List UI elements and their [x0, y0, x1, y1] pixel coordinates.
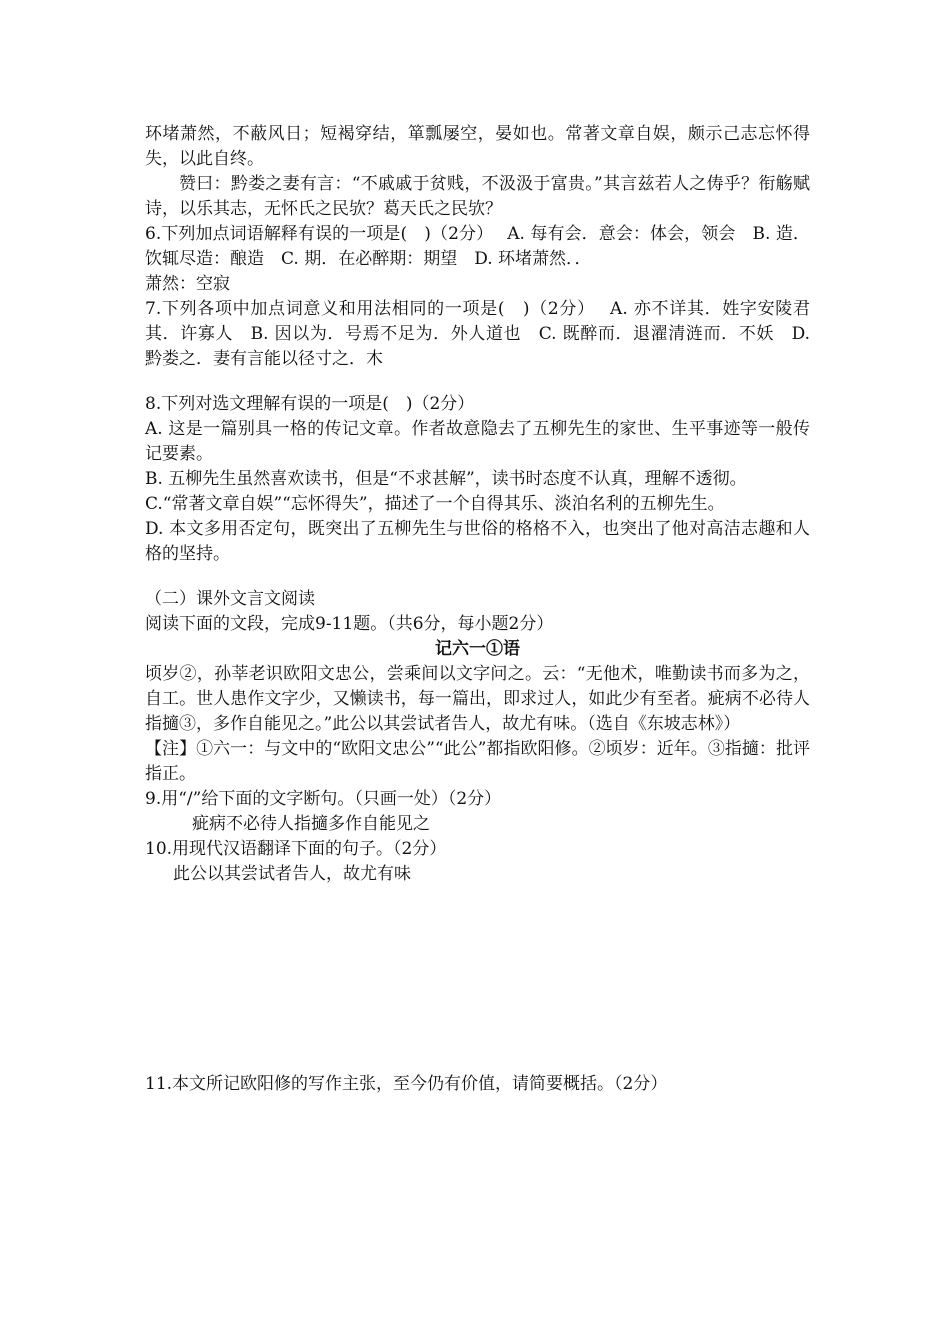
question-9-stem: 9.用“/”给下面的文字断句。（只画一处）（2分） — [145, 789, 502, 809]
question-8-option-b: B. 五柳先生虽然喜欢读书，但是“不求甚解”，读书时态度不认真，理解不透彻。 — [145, 469, 747, 489]
question-10-stem: 10.用现代汉语翻译下面的句子。（2分） — [145, 839, 447, 859]
question-8-option-d: D. 本文多用否定句，既突出了五柳先生与世俗的格格不入，也突出了他对高洁志趣和人格的坚持。 — [145, 519, 810, 564]
question-11-stem: 11.本文所记欧阳修的写作主张，至今仍有价值，请简要概括。（2分） — [145, 1074, 668, 1094]
question-7: 7.下列各项中加点词意义和用法相同的一项是( )（2分） A. 亦不详其．姓字安陵君其．许寡人 B. 因以为．号焉不足为．外人道也 C. 既醉而．退濯清涟而．不妖 D. 黔娄之．妻有言能以径寸之．木 — [145, 299, 810, 369]
question-6: 6.下列加点词语解释有误的一项是( )（2分） A. 每有会．意会：体会，领会 B. 造．饮辄尽造：酿造 C. 期．在必醉期：期望 D. 环堵萧然．． — [145, 224, 810, 269]
passage-note: 【注】①六一：与文中的“欧阳文忠公”“此公”都指欧阳修。②顷岁：近年。③指擿：批评指正。 — [145, 739, 810, 784]
passage-body: 顷岁②，孙莘老识欧阳文忠公，尝乘间以文字问之。云：“无他术，唯勤读书而多为之，自工。世人患作文字少，又懒读书，每一篇出，即求过人，如此少有至者。疵病不必待人指擿③，多作自能见之。”此公以其尝试者告人，故尤有味。（选自《东坡志林》） — [145, 664, 810, 734]
section-instruction: 阅读下面的文段，完成9-11题。（共6分，每小题2分） — [145, 614, 554, 634]
question-6-tail: 萧然：空寂 — [145, 274, 230, 294]
passage-title: 记六一①语 — [435, 639, 520, 659]
question-9-text: 疵病不必待人指擿多作自能见之 — [192, 814, 430, 834]
question-10-text: 此公以其尝试者告人，故尤有味 — [173, 864, 411, 884]
passage-paragraph: 环堵萧然，不蔽风日；短褐穿结，箪瓢屡空，晏如也。常著文章自娱，颇示己志忘怀得失，以此自终。 — [145, 124, 810, 169]
spacer — [145, 372, 810, 392]
question-8-option-c: C.“常著文章自娱”“忘怀得失”，描述了一个自得其乐、淡泊名利的五柳先生。 — [145, 494, 725, 514]
passage-zan: 赞曰：黔娄之妻有言：“不戚戚于贫贱，不汲汲于富贵。”其言兹若人之俦乎？衔觞赋诗，以乐其志，无怀氏之民欤？葛天氏之民欤？ — [145, 174, 810, 219]
question-8-option-a: A. 这是一篇别具一格的传记文章。作者故意隐去了五柳先生的家世、生平事迹等一般传记要素。 — [145, 419, 810, 464]
section-heading: （二）课外文言文阅读 — [145, 589, 315, 609]
document-page — [145, 122, 810, 1097]
question-8-stem: 8.下列对选文理解有误的一项是( )（2分） — [145, 394, 475, 414]
spacer — [145, 567, 810, 587]
answer-space — [145, 887, 810, 1072]
